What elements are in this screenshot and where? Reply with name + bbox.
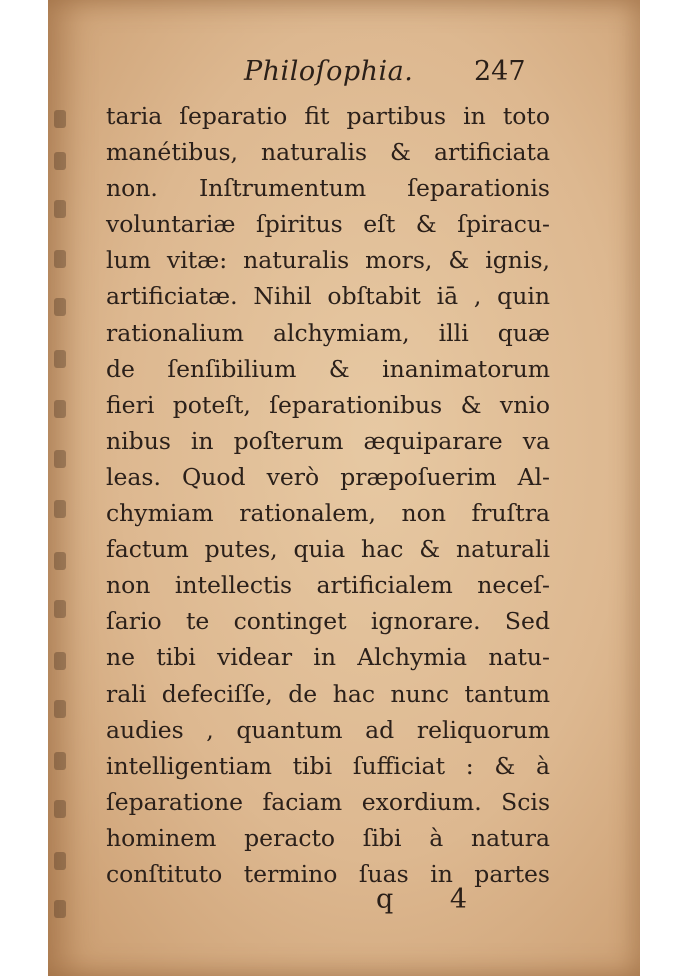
text-line: rali defeciſſe, de hac nunc tantum — [106, 679, 550, 708]
running-title: Philoſophia. — [244, 56, 414, 87]
text-line: audies , quantum ad reliquorum — [106, 715, 550, 744]
text-line: voluntariæ ſpiritus eſt & ſpiracu- — [106, 210, 550, 239]
text-line: de ſenſibilium & inanimatorum — [106, 354, 550, 383]
text-line: non intellectis artificialem neceſ- — [106, 571, 550, 600]
signature-mark: q 4 — [376, 884, 492, 915]
text-line: ne tibi videar in Alchymia natu- — [106, 643, 550, 672]
text-line: fieri poteſt, ſeparationibus & vnio — [106, 390, 550, 419]
text-line: intelligentiam tibi ſufficiat : & à — [106, 751, 550, 780]
text-line: artificiatæ. Nihil obſtabit iā , quin — [106, 282, 550, 311]
text-line: nibus in poſterum æquiparare va — [106, 426, 550, 455]
facing-page-bleed — [48, 100, 70, 940]
text-line: chymiam rationalem, non fruſtra — [106, 499, 550, 528]
text-line: conſtituto termino ſuas in partes — [106, 859, 550, 888]
text-line: leas. Quod verò præpoſuerim Al- — [106, 462, 550, 491]
text-line: ſeparatione faciam exordium. Scis — [106, 787, 550, 816]
text-line: factum putes, quia hac & naturali — [106, 535, 550, 564]
page-number: 247 — [474, 56, 526, 87]
text-line: manétibus, naturalis & artificiata — [106, 138, 550, 167]
book-page — [48, 0, 640, 976]
text-line: ſario te continget ignorare. Sed — [106, 607, 550, 636]
text-line: taria ſeparatio fit partibus in toto — [106, 102, 550, 130]
text-line: hominem peracto ſibi à natura — [106, 823, 550, 852]
page-header — [48, 56, 640, 96]
text-line: non. Inſtrumentum ſeparationis — [106, 174, 550, 203]
body-text — [106, 98, 550, 892]
text-line: lum vitæ: naturalis mors, & ignis, — [106, 246, 550, 275]
text-line: rationalium alchymiam, illi quæ — [106, 318, 550, 347]
